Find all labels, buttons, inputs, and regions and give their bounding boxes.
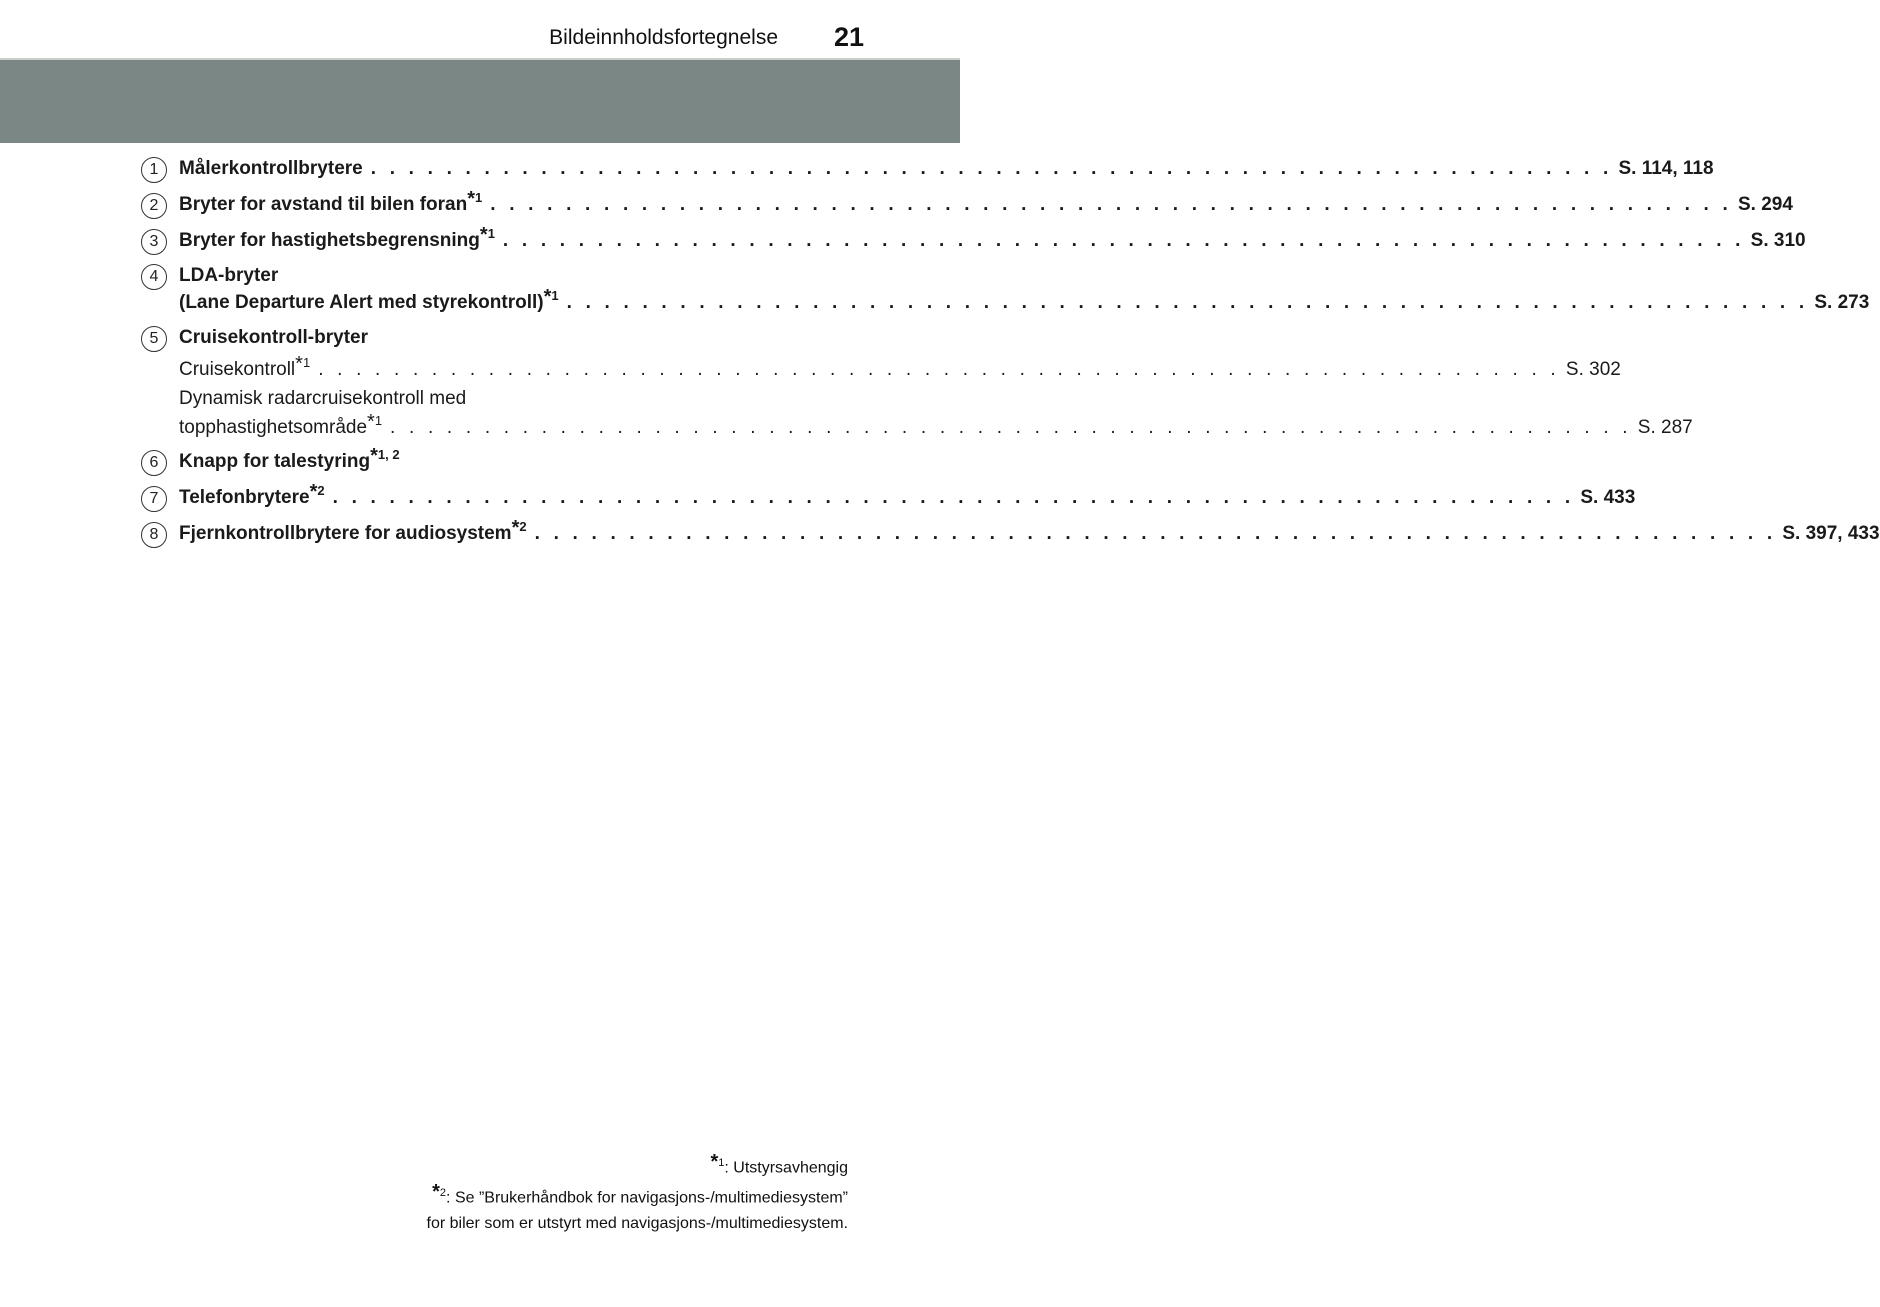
callout-number-7: 7: [141, 486, 167, 512]
entry-heading: Cruisekontroll-bryter: [179, 327, 368, 348]
entry-label: Bryter for hastighetsbegrensning$^{*1}$: [179, 223, 495, 251]
footnote-2: $^{*2}$: Se ”Brukerhåndbok for navigasjons-/multimediesystem”: [432, 1181, 848, 1207]
entry-label: Cruisekontroll$^{*1}$: [179, 352, 311, 380]
toc-line[interactable]: [179, 480, 1636, 515]
asterisk-icon: *: [511, 516, 520, 539]
page-reference: S. 273: [1814, 292, 1870, 313]
toc-line[interactable]: [179, 223, 1806, 258]
callout-number-3: 3: [141, 229, 167, 255]
toc-line[interactable]: [179, 352, 1621, 387]
asterisk-icon: *: [309, 480, 318, 503]
entry-subheading: Dynamisk radarcruisekontroll med: [179, 388, 467, 409]
entry-label: topphastighetsområde$^{*1}$: [179, 410, 383, 438]
header-title: Bildeinnholdsfortegnelse: [549, 26, 778, 49]
page-reference: S. 310: [1750, 230, 1806, 251]
callout-number-2: 2: [141, 193, 167, 219]
callout-number-8: 8: [141, 522, 167, 548]
page-number: 21: [833, 22, 864, 52]
page-reference: S. 294: [1738, 194, 1793, 215]
leader-dots: . . . . . . . . . . . . . . . . . . . . . . . . . . . . . . . . . . . . . . . . . . . . . . . . . . . . . . . . . . . . . . . . . .: [534, 523, 1777, 544]
leader-dots: . . . . . . . . . . . . . . . . . . . . . . . . . . . . . . . . . . . . . . . . . . . . . . . . . . . . . . . . . . . . . . . . . .: [566, 292, 1809, 313]
leader-dots: . . . . . . . . . . . . . . . . . . . . . . . . . . . . . . . . . . . . . . . . . . . . . . . . . . . . . . . . . . . . . . . . . .: [318, 359, 1560, 380]
asterisk-icon: *: [367, 410, 375, 433]
page-reference: S. 433: [1580, 487, 1636, 508]
leader-dots: . . . . . . . . . . . . . . . . . . . . . . . . . . . . . . . . . . . . . . . . . . . . . . . . . . . . . . . . . . . . . . . . . .: [490, 194, 1732, 215]
toc-line[interactable]: [179, 158, 1714, 186]
asterisk-icon: *: [479, 223, 488, 246]
toc-line[interactable]: [179, 444, 811, 479]
page-header: [0, 0, 960, 58]
entry-label: Målerkontrollbrytere: [179, 158, 363, 179]
asterisk-icon: *: [543, 285, 552, 308]
asterisk-icon: *: [710, 1151, 719, 1173]
entry-label: Telefonbrytere$^{*2}$: [179, 480, 325, 508]
toc-line[interactable]: [179, 516, 1880, 551]
entry-heading: LDA-bryter: [179, 265, 279, 286]
asterisk-icon: *: [295, 352, 303, 375]
page-reference: S. 287: [1637, 417, 1693, 438]
page-reference: S. 397, 433: [1782, 523, 1880, 544]
footnote-1: $^{*1}$: Utstyrsavhengig: [710, 1151, 848, 1177]
asterisk-icon: *: [432, 1181, 440, 1204]
callout-number-1: 1: [141, 157, 167, 183]
asterisk-icon: *: [467, 187, 476, 210]
asterisk-icon: *: [370, 444, 378, 467]
entry-label: Bryter for avstand til bilen foran$^{*1}$: [179, 187, 483, 215]
entry-label: (Lane Departure Alert med styrekontroll)$^{*1}$: [179, 285, 559, 313]
callout-number-5: 5: [141, 326, 167, 352]
callout-number-4: 4: [141, 264, 167, 290]
toc-line[interactable]: [179, 187, 1793, 222]
footnote-2-continued: for biler som er utstyrt med navigasjons-/multimediesystem.: [426, 1214, 848, 1232]
leader-dots: . . . . . . . . . . . . . . . . . . . . . . . . . . . . . . . . . . . . . . . . . . . . . . . . . . . . . . . . . . . . . . . . . .: [370, 158, 1613, 179]
leader-dots: . . . . . . . . . . . . . . . . . . . . . . . . . . . . . . . . . . . . . . . . . . . . . . . . . . . . . . . . . . . . . . . . . .: [332, 487, 1575, 508]
leader-dots: . . . . . . . . . . . . . . . . . . . . . . . . . . . . . . . . . . . . . . . . . . . . . . . . . . . . . . . . . . . . . . . . . .: [502, 230, 1745, 251]
entry-label: Fjernkontrollbrytere for audiosystem$^{*2}$: [179, 516, 527, 544]
leader-dots: . . . . . . . . . . . . . . . . . . . . . . . . . . . . . . . . . . . . . . . . . . . . . . . . . . . . . . . . . . . . . . . . . .: [390, 417, 1632, 438]
page-reference: S. 114, 118: [1618, 158, 1714, 179]
page-reference: S. 302: [1565, 359, 1621, 380]
callout-number-6: 6: [141, 450, 167, 476]
toc-line[interactable]: [179, 285, 1870, 320]
footnotes: [427, 1150, 848, 1236]
header-band: [0, 60, 960, 143]
toc-line[interactable]: [179, 410, 1693, 445]
entry-label: Knapp for talestyring$^{*1, 2}$: [179, 444, 400, 472]
